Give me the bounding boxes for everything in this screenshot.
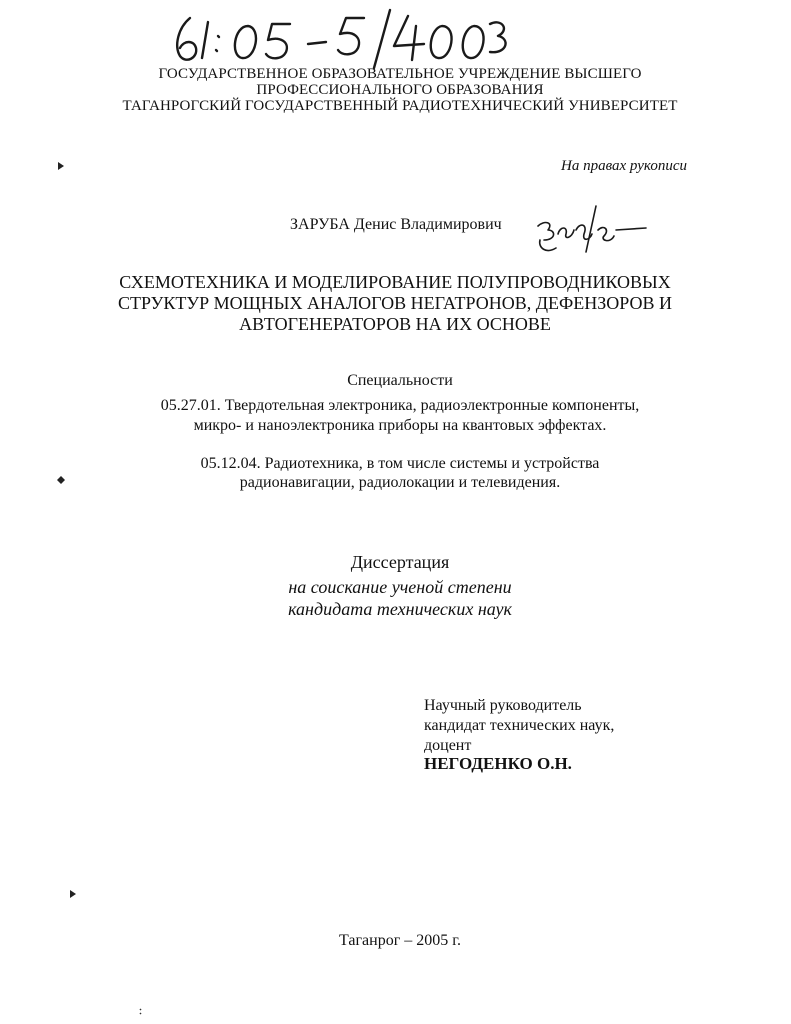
specialty-2-line-2: радионавигации, радиолокации и телевидения. [239, 474, 561, 491]
handwritten-archive-code [168, 6, 508, 70]
supervisor-name: НЕГОДЕНКО О.Н. [424, 754, 572, 773]
specialties-heading: Специальности [347, 372, 453, 389]
supervisor-title: доцент [424, 737, 472, 754]
rights-notice: На правах рукописи [561, 158, 687, 174]
scan-mark [56, 472, 66, 482]
author-signature [530, 200, 650, 264]
author-name: ЗАРУБА Денис Владимирович [290, 216, 502, 233]
footer-city-year: Таганрог – 2005 г. [338, 932, 462, 949]
institution-line-1: ГОСУДАРСТВЕННОЕ ОБРАЗОВАТЕЛЬНОЕ УЧРЕЖДЕНИЕ ВЫСШЕГО [158, 66, 642, 82]
scan-mark [56, 158, 66, 168]
scan-mark [136, 1004, 146, 1014]
specialty-1-line-2: микро- и наноэлектроника приборы на квантовых эффектах. [193, 417, 607, 434]
institution-line-3: ТАГАНРОГСКИЙ ГОСУДАРСТВЕННЫЙ РАДИОТЕХНИЧЕСКИЙ УНИВЕРСИТЕТ [122, 98, 678, 114]
title-line-3: АВТОГЕНЕРАТОРОВ НА ИХ ОСНОВЕ [239, 314, 551, 334]
specialty-2-line-1: 05.12.04. Радиотехника, в том числе системы и устройства [200, 455, 600, 472]
title-line-2: СТРУКТУР МОЩНЫХ АНАЛОГОВ НЕГАТРОНОВ, ДЕФЕНЗОРОВ И [118, 293, 672, 313]
degree-line-2: кандидата технических наук [288, 599, 512, 619]
handwritten-code-drawing [168, 6, 508, 70]
scan-mark [68, 886, 78, 896]
title-line-1: СХЕМОТЕХНИКА И МОДЕЛИРОВАНИЕ ПОЛУПРОВОДНИКОВЫХ [119, 272, 671, 292]
degree-line-1: на соискание ученой степени [288, 577, 512, 597]
dissertation-heading: Диссертация [350, 552, 450, 572]
institution-line-2: ПРОФЕССИОНАЛЬНОГО ОБРАЗОВАНИЯ [256, 82, 544, 98]
supervisor-role: Научный руководитель [424, 697, 582, 714]
supervisor-degree: кандидат технических наук, [424, 717, 615, 734]
specialty-1-line-1: 05.27.01. Твердотельная электроника, радиоэлектронные компоненты, [160, 397, 640, 414]
